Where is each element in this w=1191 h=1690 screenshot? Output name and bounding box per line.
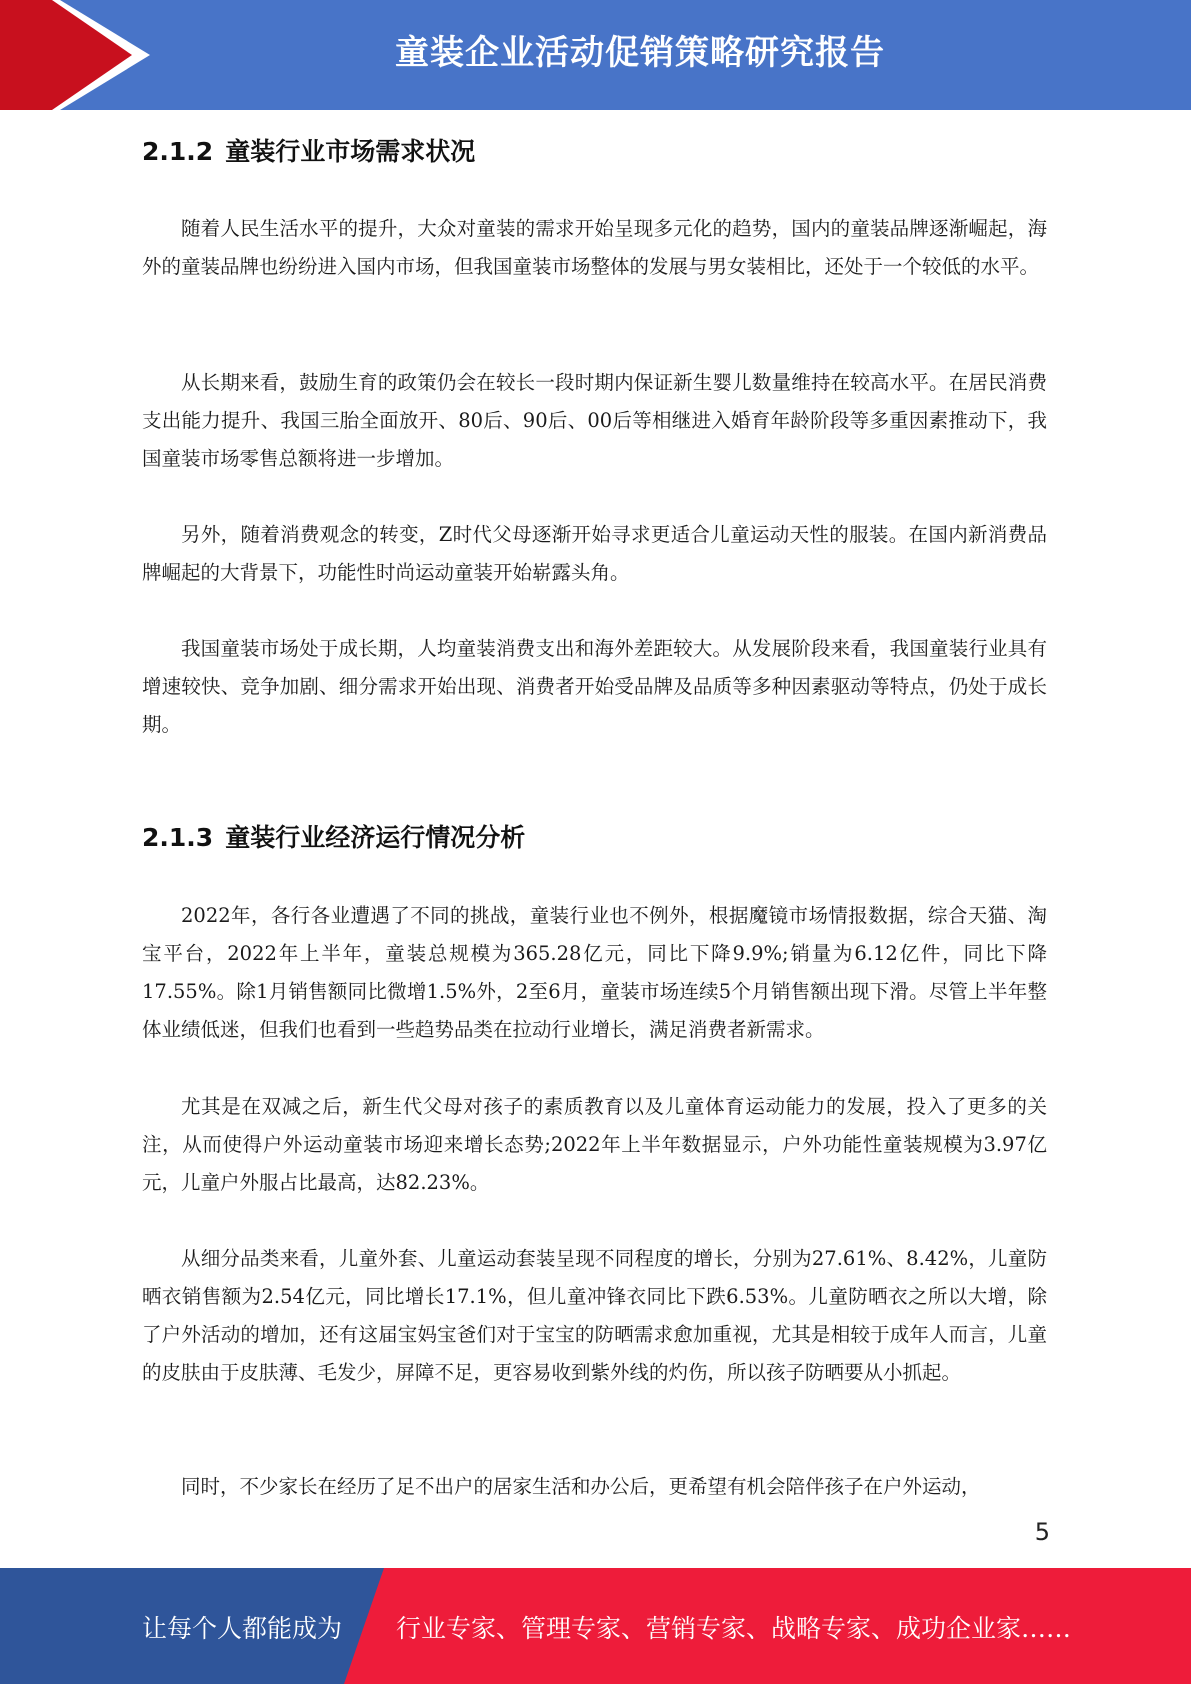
paragraph: 另外，随着消费观念的转变，Z时代父母逐渐开始寻求更适合儿童运动天性的服装。在国内新消费品牌崛起的大背景下，功能性时尚运动童装开始崭露头角。 [142,523,1047,584]
paragraph: 同时，不少家长在经历了足不出户的居家生活和办公后，更希望有机会陪伴孩子在户外运动， [181,1475,981,1498]
footer-banner [0,1568,1191,1684]
section-heading-2-1-3 [142,818,525,854]
paragraph: 2022年，各行各业遭遇了不同的挑战，童装行业也不例外，根据魔镜市场情报数据，综合天猫、淘宝平台，2022年上半年，童装总规模为365.28亿元，同比下降9.9%;销量为6.12亿件，同比下降17.55%。除1月销售额同比微增1.5%外，2至6月，童装市场连续5个月销售额出现下滑。尽管上半年整体业绩低迷，但我们也看到一些趋势品类在拉动行业增长，满足消费者新需求。 [142,904,1047,1041]
section-title: 童装行业市场需求状况 [225,137,476,166]
paragraph: 我国童装市场处于成长期，人均童装消费支出和海外差距较大。从发展阶段来看，我国童装行业具有增速较快、竞争加剧、细分需求开始出现、消费者开始受品牌及品质等多种因素驱动等特点，仍处于成长期。 [142,637,1047,736]
page-number: 5 [1034,1518,1050,1546]
footer-slogan-right: 行业专家、管理专家、营销专家、战略专家、成功企业家…… [396,1614,1072,1643]
section-number: 2.1.3 [142,823,214,852]
section-number: 2.1.2 [142,137,214,166]
paragraph: 从细分品类来看，儿童外套、儿童运动套装呈现不同程度的增长，分别为27.61%、8.42%，儿童防晒衣销售额为2.54亿元，同比增长17.1%，但儿童冲锋衣同比下跌6.53%。儿童防晒衣之所以大增，除了户外活动的增加，还有这届宝妈宝爸们对于宝宝的防晒需求愈加重视，尤其是相较于成年人而言，儿童的皮肤由于皮肤薄、毛发少，屏障不足，更容易收到紫外线的灼伤，所以孩子防晒要从小抓起。 [142,1247,1047,1384]
header-banner [0,0,1191,110]
paragraph: 从长期来看，鼓励生育的政策仍会在较长一段时期内保证新生婴儿数量维持在较高水平。在居民消费支出能力提升、我国三胎全面放开、80后、90后、00后等相继进入婚育年龄阶段等多重因素推动下，我国童装市场零售总额将进一步增加。 [142,371,1047,470]
footer-slogan-left: 让每个人都能成为 [142,1614,343,1643]
section-title: 童装行业经济运行情况分析 [225,823,526,852]
document-title: 童装企业活动促销策略研究报告 [395,33,885,73]
paragraph: 尤其是在双减之后，新生代父母对孩子的素质教育以及儿童体育运动能力的发展，投入了更多的关注，从而使得户外运动童装市场迎来增长态势;2022年上半年数据显示，户外功能性童装规模为3.97亿元，儿童户外服占比最高，达82.23%。 [142,1095,1047,1194]
paragraph: 随着人民生活水平的提升，大众对童装的需求开始呈现多元化的趋势，国内的童装品牌逐渐崛起，海外的童装品牌也纷纷进入国内市场，但我国童装市场整体的发展与男女装相比，还处于一个较低的水平。 [142,217,1047,278]
section-heading-2-1-2 [142,132,475,168]
